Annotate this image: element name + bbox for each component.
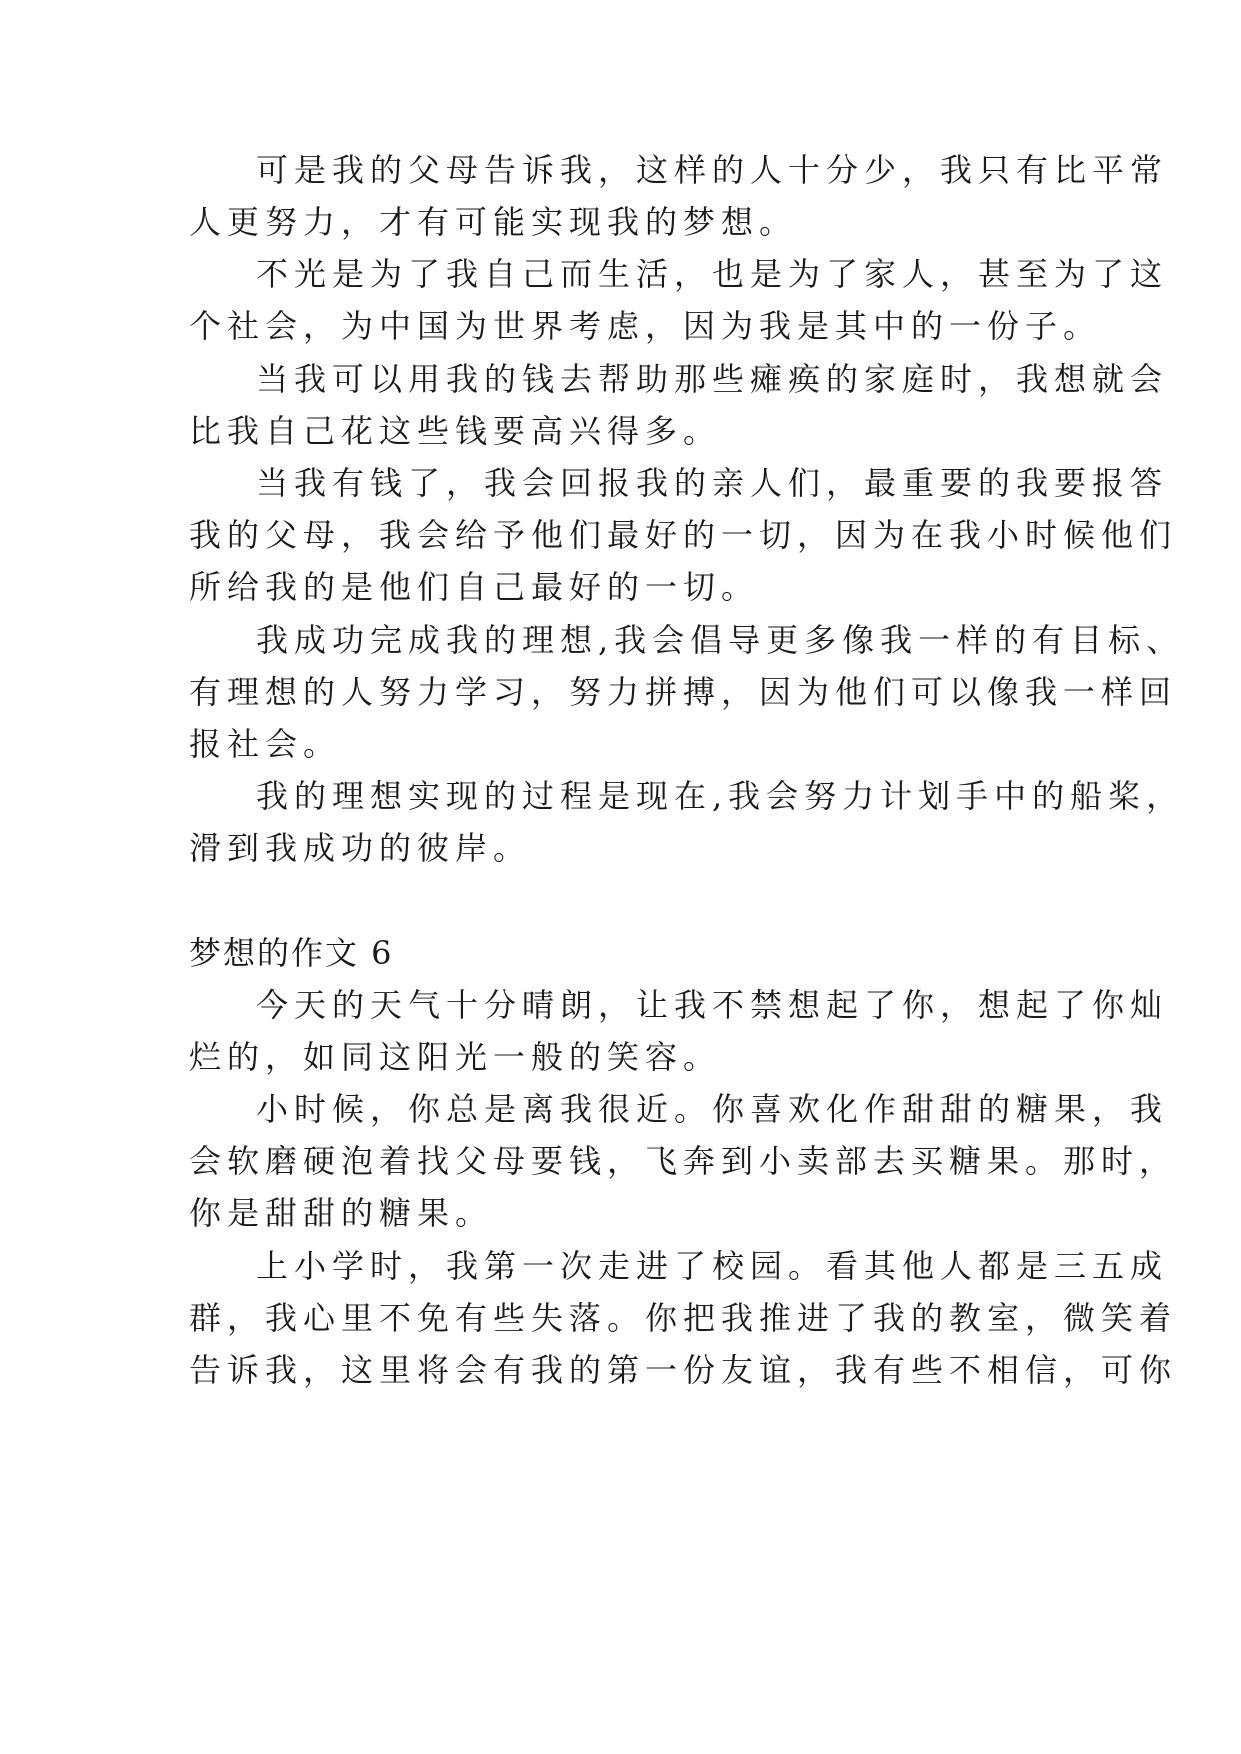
paragraph-line: 滑到我成功的彼岸。: [189, 829, 532, 867]
paragraph-line: 会软磨硬泡着找父母要钱，飞奔到小卖部去买糖果。那时，: [189, 1142, 1178, 1180]
paragraph-line: 当我可以用我的钱去帮助那些瘫痪的家庭时，我想就会: [256, 360, 1169, 398]
paragraph-line: 小时候，你总是离我很近。你喜欢化作甜甜的糖果，我: [256, 1090, 1169, 1128]
paragraph-line: 我的理想实现的过程是现在,我会努力计划手中的船桨，: [256, 777, 1185, 815]
paragraph-line: 比我自己花这些钱要高兴得多。: [189, 412, 722, 450]
paragraph-line: 报社会。: [189, 725, 342, 763]
section-heading: 梦想的作文 6: [189, 934, 394, 972]
paragraph-line: 我成功完成我的理想,我会倡导更多像我一样的有目标、: [256, 621, 1185, 659]
paragraph-line: 可是我的父母告诉我，这样的人十分少，我只有比平常: [256, 151, 1169, 189]
paragraph-line: 有理想的人努力学习，努力拼搏，因为他们可以像我一样回: [189, 673, 1178, 711]
paragraph-line: 所给我的是他们自己最好的一切。: [189, 568, 760, 606]
paragraph-line: 群，我心里不免有些失落。你把我推进了我的教室，微笑着: [189, 1299, 1178, 1337]
paragraph-line: 人更努力，才有可能实现我的梦想。: [189, 203, 798, 241]
paragraph-line: 你是甜甜的糖果。: [189, 1194, 494, 1232]
paragraph-line: 当我有钱了，我会回报我的亲人们，最重要的我要报答: [256, 464, 1169, 502]
paragraph-line: 我的父母，我会给予他们最好的一切，因为在我小时候他们: [189, 516, 1178, 554]
paragraph-line: 上小学时，我第一次走进了校园。看其他人都是三五成: [256, 1247, 1169, 1285]
paragraph-line: 告诉我，这里将会有我的第一份友谊，我有些不相信，可你: [189, 1351, 1178, 1389]
paragraph-line: 烂的，如同这阳光一般的笑容。: [189, 1038, 722, 1076]
paragraph-line: 今天的天气十分晴朗，让我不禁想起了你，想起了你灿: [256, 986, 1169, 1024]
paragraph-line: 不光是为了我自己而生活，也是为了家人，甚至为了这: [256, 255, 1169, 293]
paragraph-line: 个社会，为中国为世界考虑，因为我是其中的一份子。: [189, 307, 1102, 345]
